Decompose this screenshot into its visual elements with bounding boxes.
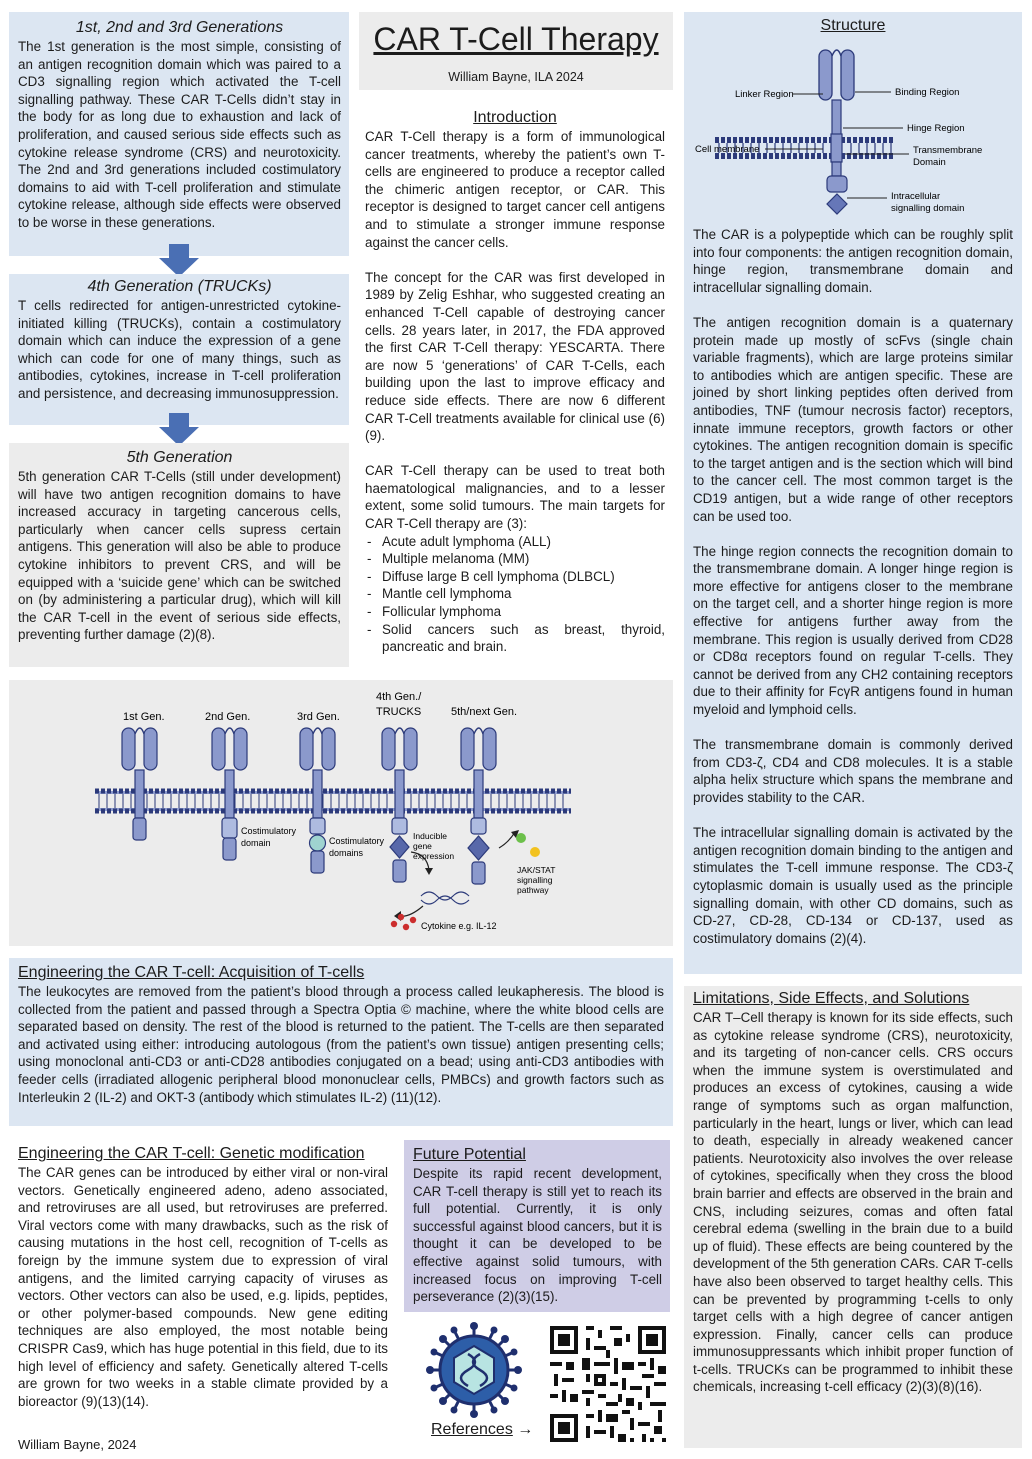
signal-green-icon	[516, 833, 526, 843]
cell-membrane-icon	[95, 791, 571, 811]
arrow-right-icon: →	[517, 1421, 534, 1438]
future-title: Future Potential	[413, 1146, 526, 1163]
structure-paragraph-4: The transmembrane domain is commonly derived from CD3-ζ, CD4 and CD8 molecules. It is a stable alpha helix structure which spans the membrane and provides stability to the CAR.	[693, 737, 1013, 805]
references-label[interactable]: References	[431, 1421, 513, 1438]
gen5-label: 5th/next Gen.	[451, 706, 518, 718]
structure-paragraph-1: The CAR is a polypeptide which can be roughly split into four components: the antigen recognition domain, hinge region, transmembrane domain and intracellular signalling domain.	[693, 227, 1013, 295]
poster-author: William Bayne, ILA 2024	[448, 70, 584, 84]
genetic-section	[18, 1144, 388, 1410]
intro-paragraph-2: The concept for the CAR was first developed in 1989 by Zelig Eshhar, who suggested creating an enhanced T-Cell capable of destroying cancer cells. 28 years later, in 2017, the FDA approved the first CAR T-Cell therapy: YESCARTA. There are now 5 ‘generations’ of CAR T-Cells, each building upon the last to improve efficacy and reduce side effects. There are now 6 different CAR T-Cell treatments available for clinical use (6)(9).	[365, 269, 665, 444]
intro-paragraph-3: CAR T-Cell therapy can be used to treat both haematological malignancies, and to a lesser extent, some solid tumours. The main targets for CAR T-Cell therapy are (3):	[365, 463, 665, 532]
list-item: - Mantle cell lymphoma	[365, 585, 665, 603]
generations-diagram	[9, 680, 673, 946]
intro-paragraph-1: CAR T-Cell therapy is a form of immunological cancer treatments, whereby the patient’s own T-cells are engineered to produce a receptor called the chimeric antigen receptor, or CAR. This receptor is designed to target cancer cell antigens and to stimulate a stronger immune response against the cancer cells.	[365, 129, 665, 250]
title-panel	[359, 12, 673, 90]
jak-label-3: pathway	[517, 885, 549, 895]
list-item: - Multiple melanoma (MM)	[365, 550, 665, 568]
gen123-text: The 1st generation is the most simple, consisting of an antigen recognition domain which was paired to a CD3 signalling region which activated the T-cell signalling pathway. These CAR T-Cells didn’t stay in the body for as long due to exhaustion and lack of proliferation, and caused serious side effects such as cytokine release syndrome (CRS) and neurotoxicity. The 2nd and 3rd generations included costimulatory domains to aid with T-cell proliferation and stimulate cytokine release, although side effects were observed to be worse in these generations.	[18, 39, 341, 230]
gen5-title: 5th Generation	[126, 449, 233, 466]
costim-label-1b: domain	[241, 838, 271, 848]
gen2-label: 2nd Gen.	[205, 711, 251, 723]
gen4-label-b: TRUCKS	[376, 706, 422, 718]
limitations-title: Limitations, Side Effects, and Solutions	[693, 990, 970, 1007]
targets-list	[365, 533, 665, 656]
intro-title: Introduction	[473, 109, 557, 126]
poster-title: CAR T-Cell Therapy	[373, 21, 659, 57]
genetic-text: The CAR genes can be introduced by either viral or non-viral vectors. Genetically engineered adeno, adeno associated, and retroviruses are all used, but retroviruses are preferred. Viral vectors come with many drawbacks, such as the risk of causing mutations in the host cell, recognition of T-cells as foreign by the immune system due to expression of viral antigens, and the limited carrying capacity of viruses as vectors. Other vectors can also be used, e.g. lipids, peptides, or other polymer-based compounds. New gene editing techniques are also employed, the most notable being CRISPR Cas9, which has huge potential in this field, due to its high level of efficiency and safety. Genetically altered T-cells are grown for two weeks in a stable climate provided by a bioreactor (9)(13)(14).	[18, 1165, 388, 1409]
antigen-recognition-domain-icon	[819, 50, 854, 100]
label-membrane: Cell membrane	[695, 144, 760, 155]
cytokine-label: Cytokine e.g. IL-12	[421, 921, 497, 931]
list-item: - Diffuse large B cell lymphoma (DLBCL)	[365, 568, 665, 586]
costim-label-1a: Costimulatory	[241, 826, 297, 836]
list-item: - Follicular lymphoma	[365, 603, 665, 621]
virus-icon	[424, 1322, 524, 1418]
label-tm-1: Transmembrane	[913, 145, 983, 156]
gen5-panel	[9, 443, 349, 667]
costim-label-2b: domains	[329, 848, 364, 858]
acquisition-title: Engineering the CAR T-cell: Acquisition of T-cells	[18, 964, 365, 981]
label-ic-2: signalling domain	[891, 203, 965, 214]
gen5-text: 5th generation CAR T-Cells (still under development) will have two antigen recognition domains to have increased accuracy in targeting cancerous cells, particularly when cancer cells supress certain antigens. This generation will also be able to produce cytokine inhibitors to prevent CRS, and will be equipped with a ‘suicide gene’ which can be switched on (by administering a particular drug), which will kill the CAR T-cell in the event of serious side effects, preventing further damage (2)(8).	[18, 469, 341, 643]
gen4-text: T cells redirected for antigen-unrestricted cytokine-initiated killing (TRUCKs), contain a costimulatory domain which can induce the expression of a gene which can code for one of many things, such as antibodies, cytokines, increase in T-cell proliferation and persistence, and decreasing immunosuppression.	[18, 298, 341, 401]
genetic-title: Engineering the CAR T-cell: Genetic modification	[18, 1145, 365, 1162]
list-item: - Solid cancers such as breast, thyroid, pancreatic and brain.	[365, 621, 665, 656]
structure-title: Structure	[820, 17, 886, 34]
structure-paragraph-2: The antigen recognition domain is a quaternary protein made up mostly of scFvs (single chain variable fragments), which are large proteins similar to antibodies which are antigen specific. These are joined by short linking peptides often derived from antibodies, TNF (tumour necrosis factor) receptors, innate immune receptors, growth factors or other cytokines. The antigen recognition domain is specific to the target antigen and is the section which will bind to the cancer cell. The most common target is the CD19 antigen, but a wide range of other receptors can be used too.	[693, 314, 1013, 524]
gen123-title: 1st, 2nd and 3rd Generations	[75, 19, 284, 36]
jak-label-2: signalling	[517, 875, 553, 885]
label-ic-1: Intracellular	[891, 191, 941, 202]
structure-paragraph-5: The intracellular signalling domain is activated by the antigen recognition domain binding to the antigen and stimulates the T-cell immune response. The CD3-ζ cytoplasmic domain is usually used as the principle signalling domain, with other CD domains, such as CD-27, CD-28, CD-134 or CD-137, used as costimulatory domains (2)(4).	[693, 825, 1013, 946]
generations-diagram-panel	[9, 680, 673, 946]
references-link[interactable]	[431, 1421, 533, 1439]
label-binding: Binding Region	[895, 87, 960, 98]
structure-panel	[684, 12, 1022, 974]
gen1-label: 1st Gen.	[123, 711, 165, 723]
signal-yellow-icon	[530, 847, 540, 857]
list-item: - Acute adult lymphoma (ALL)	[365, 533, 665, 551]
limitations-panel	[684, 986, 1022, 1448]
gen4-title: 4th Generation (TRUCKs)	[87, 278, 272, 295]
gen123-panel	[9, 12, 349, 256]
gen4-panel	[9, 274, 349, 425]
receptor-gen1-icon	[122, 728, 157, 840]
label-linker: Linker Region	[735, 89, 794, 100]
costim-label-2a: Costimulatory	[329, 836, 385, 846]
gen4-label-a: 4th Gen./	[376, 691, 422, 703]
inducible-label-1: Inducible	[413, 831, 448, 841]
car-structure-diagram	[693, 36, 1013, 226]
arrow-down-icon	[158, 413, 200, 447]
inducible-label-3: expression	[413, 851, 455, 861]
gen3-label: 3rd Gen.	[297, 711, 340, 723]
label-hinge: Hinge Region	[907, 123, 965, 134]
footer-author: William Bayne, 2024	[18, 1437, 137, 1452]
label-tm-2: Domain	[913, 157, 946, 168]
future-panel	[404, 1140, 670, 1312]
qr-code-icon[interactable]	[546, 1322, 670, 1446]
acquisition-panel	[9, 958, 673, 1126]
arrow-down-icon	[158, 244, 200, 278]
jak-label-1: JAK/STAT	[517, 865, 556, 875]
limitations-text: CAR T–Cell therapy is known for its side effects, such as cytokine release syndrome (CRS), neurotoxicity, and its targeting of non-cancer cells. CRS occurs when the immune system is overstimulated and produces an excess of cytokines, causing a wide range of symptoms such as organ malfunction, particularly in the heart, lungs or liver, which can lead to death, especially in already weakened cancer patients. Neurotoxicity also involves the over release of cytokines, specifically when they cross the blood brain barrier and effects are observed in the brain and CNS, including seizures, comas and often fatal cerebral edema (swelling in the brain due to a build up of fluid). These effects are being countered by the development of the 5th generation CARs. CAR T-cells have also been observed to target healthy cells. This can be prevented by programming t-cells to only target cells with a high degree of cancer antigen expression. Finally, cancer cells can produce immunosuppressants which inhibit proper function of t-cells. TRUCKs can be programmed to inhibit these chemicals, increasing t-cell efficacy (2)(3)(8)(16).	[693, 1010, 1013, 1395]
structure-paragraph-3: The hinge region connects the recognition domain to the transmembrane domain. A longer hinge region is more effective for antigens closer to the membrane on the target cell, and a shorter hinge region is more effective for antigens further away from the membrane. This region is usually derived from CD28 or CD8α receptors found on regular T-cells. They cannot be derived from any CH2 containing receptors due to their affinity for FcγR antigens found in human myeloid and lymphoid cells.	[693, 543, 1013, 718]
inducible-label-2: gene	[413, 841, 432, 851]
future-text: Despite its rapid recent development, CAR T-cell therapy is still yet to reach its full potential. Currently, it is only successful against blood cancers, but it is thought it can be developed to be effective against solid tumours, with increased focus on improving T-cell perseverance (2)(3)(15).	[413, 1166, 662, 1305]
intro-section	[365, 108, 665, 656]
acquisition-text: The leukocytes are removed from the patient’s blood through a process called leukapheresis. The blood is collected from the patient and passed through a Spectra Optia © machine, where the white blood cells are separated based on density. The rest of the blood is returned to the patient. The T-cells are then separated and activated using either: introducing autologous (from the patient’s own tissue) antigen presenting cells; using monoclonal anti-CD3 or anti-CD28 antibodies conjugated on a bead; using anti-CD3 antibodies with feeder cells (irradiated allogenic peripheral blood mononuclear cells, PMBCs) and growth factors such as Interleukin 2 (IL-2) and OKT-3 (antibody which stimulates IL-2) (11)(12).	[18, 984, 664, 1105]
